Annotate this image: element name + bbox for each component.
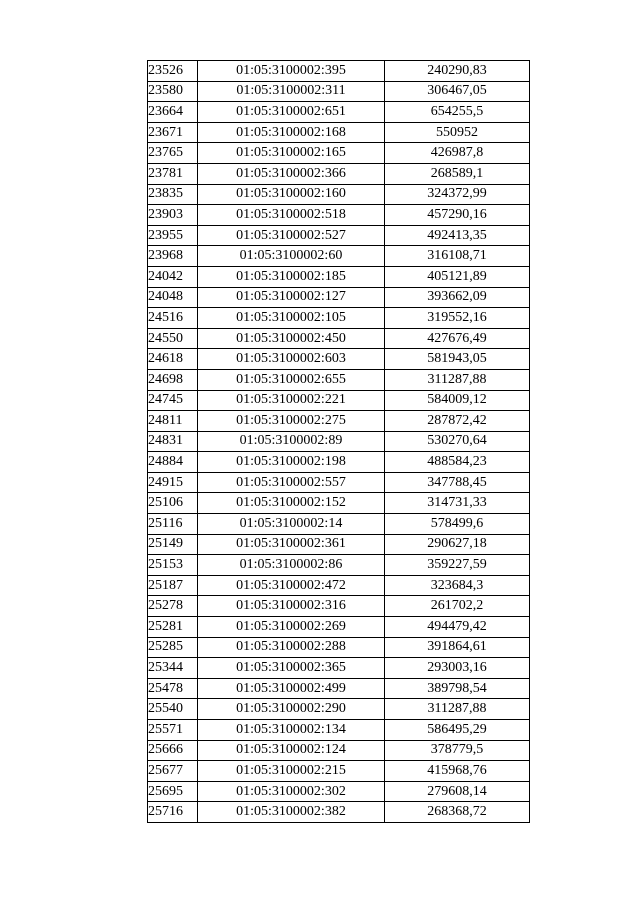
table-row	[148, 678, 530, 699]
cadastral-number-cell: 01:05:3100002:152	[198, 493, 385, 514]
table-row	[148, 596, 530, 617]
value-cell: 293003,16	[385, 658, 530, 679]
table-row	[148, 781, 530, 802]
value-cell: 319552,16	[385, 308, 530, 329]
table-row	[148, 369, 530, 390]
table-row	[148, 740, 530, 761]
cadastral-number-cell: 01:05:3100002:160	[198, 184, 385, 205]
cadastral-number-cell: 01:05:3100002:89	[198, 431, 385, 452]
value-cell: 279608,14	[385, 781, 530, 802]
row-id-cell: 24884	[148, 452, 198, 473]
cadastral-number-cell: 01:05:3100002:14	[198, 514, 385, 535]
cadastral-number-cell: 01:05:3100002:288	[198, 637, 385, 658]
table-row	[148, 287, 530, 308]
table-row	[148, 534, 530, 555]
cadastral-number-cell: 01:05:3100002:168	[198, 122, 385, 143]
cadastral-number-cell: 01:05:3100002:105	[198, 308, 385, 329]
cadastral-number-cell: 01:05:3100002:527	[198, 225, 385, 246]
value-cell: 359227,59	[385, 555, 530, 576]
row-id-cell: 25153	[148, 555, 198, 576]
cadastral-number-cell: 01:05:3100002:185	[198, 266, 385, 287]
table-row	[148, 452, 530, 473]
value-cell: 311287,88	[385, 699, 530, 720]
row-id-cell: 24618	[148, 349, 198, 370]
row-id-cell: 25149	[148, 534, 198, 555]
cadastral-number-cell: 01:05:3100002:655	[198, 369, 385, 390]
value-cell: 314731,33	[385, 493, 530, 514]
row-id-cell: 24811	[148, 411, 198, 432]
row-id-cell: 23903	[148, 205, 198, 226]
table-row	[148, 122, 530, 143]
value-cell: 378779,5	[385, 740, 530, 761]
table-row	[148, 246, 530, 267]
cadastral-number-cell: 01:05:3100002:215	[198, 761, 385, 782]
table-row	[148, 493, 530, 514]
value-cell: 268368,72	[385, 802, 530, 823]
row-id-cell: 25285	[148, 637, 198, 658]
value-cell: 426987,8	[385, 143, 530, 164]
row-id-cell: 23671	[148, 122, 198, 143]
value-cell: 389798,54	[385, 678, 530, 699]
row-id-cell: 24831	[148, 431, 198, 452]
cadastral-number-cell: 01:05:3100002:361	[198, 534, 385, 555]
table-row	[148, 390, 530, 411]
table-row	[148, 555, 530, 576]
cadastral-number-cell: 01:05:3100002:651	[198, 102, 385, 123]
table-row	[148, 431, 530, 452]
table-row	[148, 328, 530, 349]
cadastral-number-cell: 01:05:3100002:275	[198, 411, 385, 432]
value-cell: 261702,2	[385, 596, 530, 617]
value-cell: 581943,05	[385, 349, 530, 370]
value-cell: 427676,49	[385, 328, 530, 349]
value-cell: 405121,89	[385, 266, 530, 287]
table-row	[148, 205, 530, 226]
table-row	[148, 225, 530, 246]
row-id-cell: 25278	[148, 596, 198, 617]
value-cell: 268589,1	[385, 163, 530, 184]
table-row	[148, 472, 530, 493]
value-cell: 584009,12	[385, 390, 530, 411]
cadastral-number-cell: 01:05:3100002:302	[198, 781, 385, 802]
cadastral-number-cell: 01:05:3100002:603	[198, 349, 385, 370]
value-cell: 287872,42	[385, 411, 530, 432]
table-row	[148, 761, 530, 782]
value-cell: 311287,88	[385, 369, 530, 390]
table-row	[148, 720, 530, 741]
row-id-cell: 23835	[148, 184, 198, 205]
table-row	[148, 411, 530, 432]
parcel-table	[147, 60, 530, 823]
row-id-cell: 25695	[148, 781, 198, 802]
row-id-cell: 24048	[148, 287, 198, 308]
row-id-cell: 25666	[148, 740, 198, 761]
cadastral-number-cell: 01:05:3100002:269	[198, 617, 385, 638]
cadastral-number-cell: 01:05:3100002:450	[198, 328, 385, 349]
cadastral-number-cell: 01:05:3100002:60	[198, 246, 385, 267]
cadastral-number-cell: 01:05:3100002:365	[198, 658, 385, 679]
table-row	[148, 575, 530, 596]
table-row	[148, 637, 530, 658]
row-id-cell: 25677	[148, 761, 198, 782]
table-row	[148, 699, 530, 720]
value-cell: 347788,45	[385, 472, 530, 493]
cadastral-number-cell: 01:05:3100002:221	[198, 390, 385, 411]
value-cell: 323684,3	[385, 575, 530, 596]
cadastral-number-cell: 01:05:3100002:366	[198, 163, 385, 184]
value-cell: 316108,71	[385, 246, 530, 267]
table-row	[148, 102, 530, 123]
row-id-cell: 24745	[148, 390, 198, 411]
row-id-cell: 25116	[148, 514, 198, 535]
row-id-cell: 23765	[148, 143, 198, 164]
cadastral-number-cell: 01:05:3100002:472	[198, 575, 385, 596]
table-row	[148, 266, 530, 287]
table-row	[148, 308, 530, 329]
table-row	[148, 514, 530, 535]
value-cell: 415968,76	[385, 761, 530, 782]
value-cell: 654255,5	[385, 102, 530, 123]
value-cell: 306467,05	[385, 81, 530, 102]
row-id-cell: 24042	[148, 266, 198, 287]
row-id-cell: 25344	[148, 658, 198, 679]
row-id-cell: 23664	[148, 102, 198, 123]
table-row	[148, 61, 530, 82]
value-cell: 578499,6	[385, 514, 530, 535]
table-row	[148, 81, 530, 102]
row-id-cell: 24915	[148, 472, 198, 493]
cadastral-number-cell: 01:05:3100002:165	[198, 143, 385, 164]
table-row	[148, 349, 530, 370]
table-row	[148, 163, 530, 184]
value-cell: 290627,18	[385, 534, 530, 555]
row-id-cell: 25281	[148, 617, 198, 638]
table-row	[148, 617, 530, 638]
row-id-cell: 24698	[148, 369, 198, 390]
value-cell: 240290,83	[385, 61, 530, 82]
row-id-cell: 24550	[148, 328, 198, 349]
value-cell: 494479,42	[385, 617, 530, 638]
row-id-cell: 23781	[148, 163, 198, 184]
cadastral-number-cell: 01:05:3100002:198	[198, 452, 385, 473]
cadastral-number-cell: 01:05:3100002:127	[198, 287, 385, 308]
cadastral-number-cell: 01:05:3100002:290	[198, 699, 385, 720]
value-cell: 488584,23	[385, 452, 530, 473]
row-id-cell: 25187	[148, 575, 198, 596]
value-cell: 324372,99	[385, 184, 530, 205]
row-id-cell: 25716	[148, 802, 198, 823]
cadastral-number-cell: 01:05:3100002:134	[198, 720, 385, 741]
cadastral-number-cell: 01:05:3100002:518	[198, 205, 385, 226]
cadastral-number-cell: 01:05:3100002:124	[198, 740, 385, 761]
cadastral-number-cell: 01:05:3100002:395	[198, 61, 385, 82]
value-cell: 393662,09	[385, 287, 530, 308]
cadastral-number-cell: 01:05:3100002:316	[198, 596, 385, 617]
row-id-cell: 25571	[148, 720, 198, 741]
table-row	[148, 184, 530, 205]
value-cell: 492413,35	[385, 225, 530, 246]
value-cell: 391864,61	[385, 637, 530, 658]
cadastral-number-cell: 01:05:3100002:382	[198, 802, 385, 823]
table-row	[148, 658, 530, 679]
row-id-cell: 25540	[148, 699, 198, 720]
value-cell: 586495,29	[385, 720, 530, 741]
table-row	[148, 802, 530, 823]
row-id-cell: 23580	[148, 81, 198, 102]
cadastral-number-cell: 01:05:3100002:499	[198, 678, 385, 699]
value-cell: 530270,64	[385, 431, 530, 452]
table-row	[148, 143, 530, 164]
cadastral-number-cell: 01:05:3100002:86	[198, 555, 385, 576]
row-id-cell: 23526	[148, 61, 198, 82]
row-id-cell: 24516	[148, 308, 198, 329]
row-id-cell: 25478	[148, 678, 198, 699]
value-cell: 457290,16	[385, 205, 530, 226]
value-cell: 550952	[385, 122, 530, 143]
cadastral-number-cell: 01:05:3100002:311	[198, 81, 385, 102]
row-id-cell: 23968	[148, 246, 198, 267]
row-id-cell: 23955	[148, 225, 198, 246]
cadastral-number-cell: 01:05:3100002:557	[198, 472, 385, 493]
parcel-table-body	[148, 61, 530, 823]
row-id-cell: 25106	[148, 493, 198, 514]
